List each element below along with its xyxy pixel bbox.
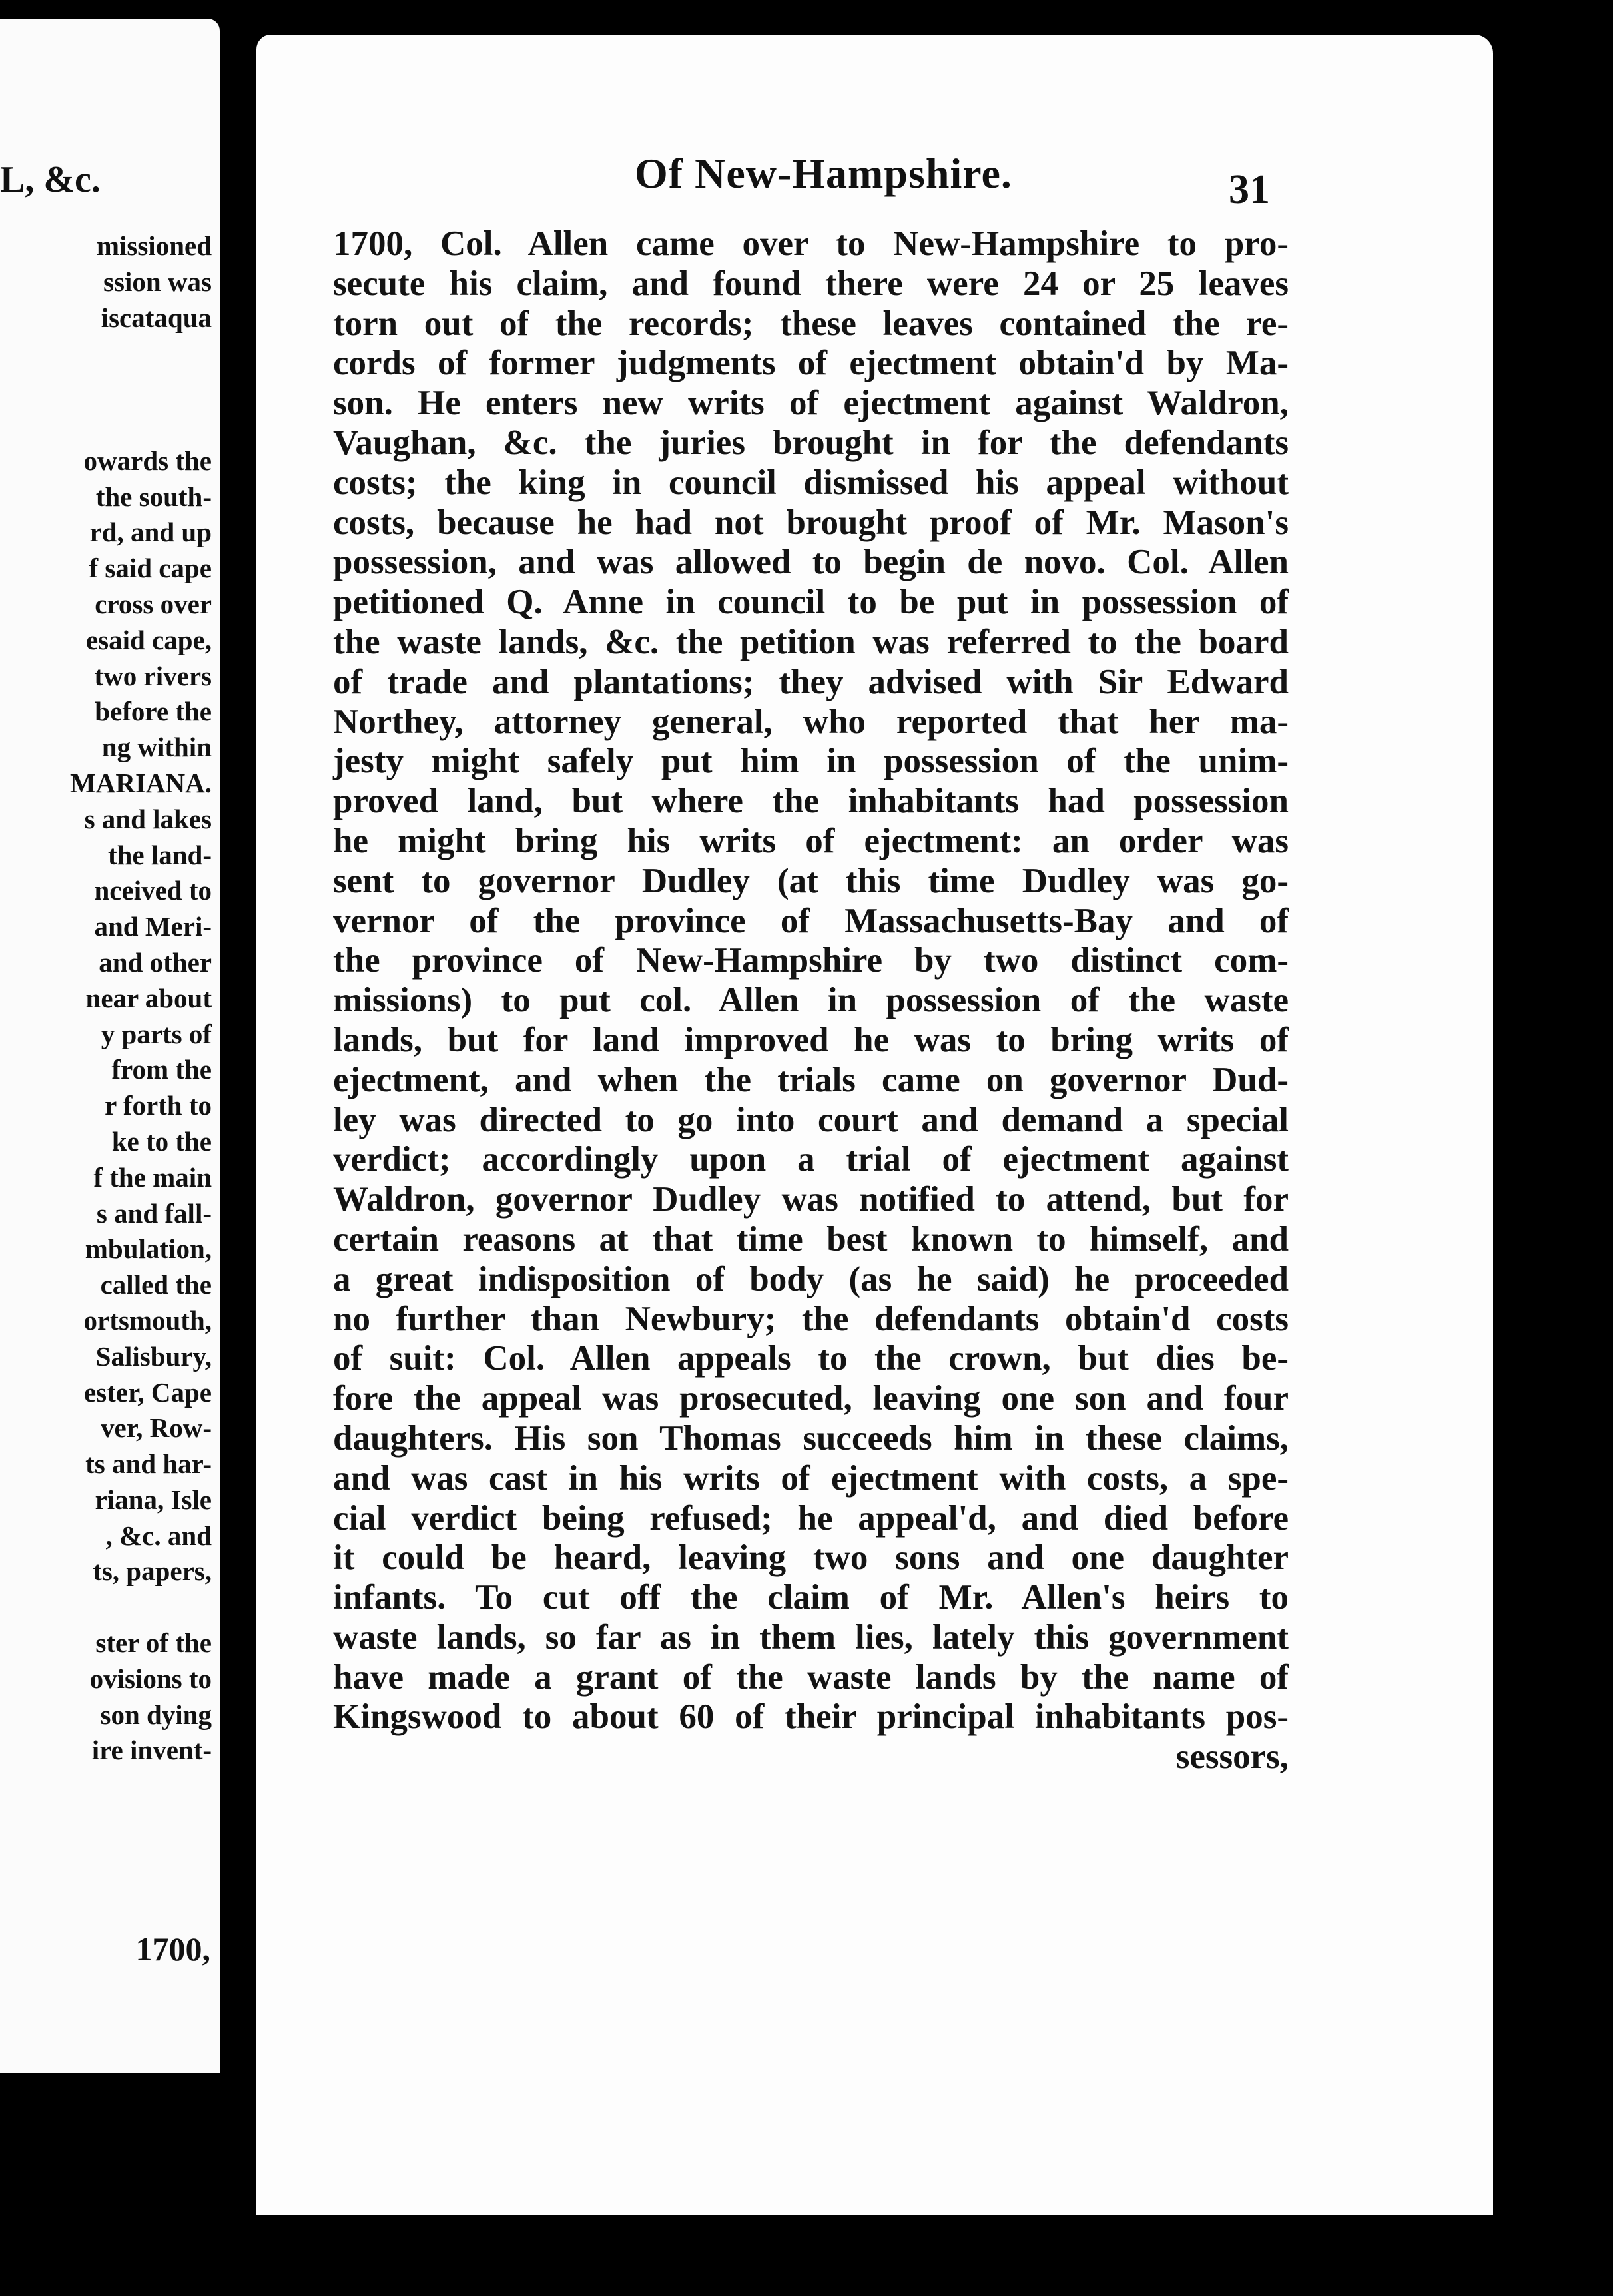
left-text-line bbox=[70, 408, 212, 443]
text-line: ley was directed to go into court and demand a special bbox=[333, 1100, 1289, 1139]
text-line: he might bring his writs of ejectment: an order was bbox=[333, 821, 1289, 860]
left-text-line: near about bbox=[85, 982, 212, 1013]
left-text-line bbox=[70, 1589, 212, 1625]
body-text bbox=[333, 224, 1289, 1777]
text-line: 1700, Col. Allen came over to New-Hampshire to pro- bbox=[333, 224, 1289, 263]
text-line: waste lands, so far as in them lies, lately this government bbox=[333, 1617, 1289, 1657]
left-text-column bbox=[70, 228, 212, 1769]
text-line: torn out of the records; these leaves contained the re- bbox=[333, 304, 1289, 343]
left-text-line: MARIANA. bbox=[70, 767, 212, 798]
text-line: and was cast in his writs of ejectment with costs, a spe- bbox=[333, 1458, 1289, 1498]
left-text-line: and Meri- bbox=[94, 911, 212, 942]
text-line: verdict; accordingly upon a trial of ejectment against bbox=[333, 1140, 1289, 1179]
left-text-line: missioned bbox=[96, 230, 212, 261]
left-text-line: riana, Isle bbox=[95, 1484, 212, 1515]
text-line: Vaughan, &c. the juries brought in for the defendants bbox=[333, 423, 1289, 462]
left-text-line bbox=[70, 336, 212, 372]
left-text-line: ts and har- bbox=[85, 1448, 212, 1480]
left-text-line: s and lakes bbox=[84, 803, 212, 834]
page-number: 31 bbox=[1229, 167, 1270, 212]
text-line: have made a grant of the waste lands by the name of bbox=[333, 1657, 1289, 1697]
text-line: missions) to put col. Allen in possession of the waste bbox=[333, 981, 1289, 1020]
left-text-line: ovisions to bbox=[89, 1663, 212, 1694]
left-text-line: ster of the bbox=[95, 1627, 212, 1659]
text-line: of trade and plantations; they advised with Sir Edward bbox=[333, 662, 1289, 701]
text-line: proved land, but where the inhabitants had possession bbox=[333, 782, 1289, 821]
left-text-line: ire invent- bbox=[91, 1735, 212, 1766]
running-head: Of New-Hampshire. bbox=[635, 150, 1012, 197]
text-line: costs; the king in council dismissed his appeal without bbox=[333, 463, 1289, 502]
left-catchword: 1700, bbox=[135, 1930, 210, 1968]
left-text-line: y parts of bbox=[101, 1018, 212, 1049]
text-line: son. He enters new writs of ejectment against Waldron, bbox=[333, 384, 1289, 423]
text-line: jesty might safely put him in possession of the unim- bbox=[333, 742, 1289, 781]
text-line: of suit: Col. Allen appeals to the crown, but dies be- bbox=[333, 1339, 1289, 1378]
left-text-line: the south- bbox=[95, 481, 212, 512]
text-line: infants. To cut off the claim of Mr. Allen's heirs to bbox=[333, 1578, 1289, 1617]
left-text-line: ng within bbox=[101, 732, 212, 763]
left-text-line: and other bbox=[99, 946, 212, 978]
left-text-line: ester, Cape bbox=[83, 1376, 212, 1408]
left-running-head: L, &c. bbox=[0, 159, 101, 200]
left-text-line: owards the bbox=[83, 445, 212, 476]
left-text-line: mbulation, bbox=[85, 1233, 212, 1265]
left-text-line: cross over bbox=[95, 588, 212, 619]
text-line: sent to governor Dudley (at this time Dudley was go- bbox=[333, 861, 1289, 900]
text-line: the province of New-Hampshire by two distinct com- bbox=[333, 941, 1289, 980]
text-line: costs, because he had not brought proof of Mr. Mason's bbox=[333, 503, 1289, 542]
left-text-line: called the bbox=[100, 1269, 212, 1300]
text-line: lands, but for land improved he was to bring writs of bbox=[333, 1020, 1289, 1059]
text-line: certain reasons at that time best known to himself, and bbox=[333, 1219, 1289, 1259]
left-text-line: before the bbox=[95, 696, 212, 727]
left-text-line: rd, and up bbox=[89, 517, 212, 548]
text-line: it could be heard, leaving two sons and one daughter bbox=[333, 1538, 1289, 1578]
left-text-line: esaid cape, bbox=[85, 624, 212, 655]
left-text-line: ts, papers, bbox=[93, 1556, 212, 1587]
left-text-line: iscataqua bbox=[101, 302, 212, 333]
text-line: Northey, attorney general, who reported that her ma- bbox=[333, 702, 1289, 741]
text-line: secute his claim, and found there were 24 or 25 leaves bbox=[333, 264, 1289, 303]
left-text-line: ver, Row- bbox=[100, 1412, 212, 1444]
text-line: cial verdict being refused; he appeal'd, and died before bbox=[333, 1498, 1289, 1538]
text-line: vernor of the province of Massachusetts-Bay and of bbox=[333, 901, 1289, 940]
text-line: daughters. His son Thomas succeeds him in these claims, bbox=[333, 1418, 1289, 1458]
text-line: Waldron, governor Dudley was notified to attend, but for bbox=[333, 1180, 1289, 1219]
text-line: fore the appeal was prosecuted, leaving one son and four bbox=[333, 1379, 1289, 1418]
text-line: sessors, bbox=[1175, 1737, 1289, 1777]
left-text-line: ke to the bbox=[111, 1125, 212, 1157]
left-text-line: ssion was bbox=[103, 266, 212, 297]
left-text-line: son dying bbox=[100, 1699, 212, 1730]
left-text-line bbox=[70, 372, 212, 408]
left-text-line: nceived to bbox=[94, 875, 212, 906]
text-line: a great indisposition of body (as he said) he proceeded bbox=[333, 1259, 1289, 1298]
text-line: cords of former judgments of ejectment obtain'd by Ma- bbox=[333, 344, 1289, 383]
left-page-fragment bbox=[0, 19, 220, 2073]
left-text-line: Salisbury, bbox=[95, 1340, 212, 1372]
left-text-line: the land- bbox=[107, 839, 212, 870]
text-line: the waste lands, &c. the petition was referred to the board bbox=[333, 622, 1289, 661]
text-line: petitioned Q. Anne in council to be put in possession of bbox=[333, 583, 1289, 622]
left-text-line: s and fall- bbox=[96, 1197, 212, 1229]
left-text-line: f the main bbox=[93, 1161, 212, 1193]
left-text-line: two rivers bbox=[94, 660, 212, 691]
left-text-line: r forth to bbox=[105, 1090, 212, 1121]
text-line: ejectment, and when the trials came on governor Dud- bbox=[333, 1060, 1289, 1099]
left-text-line: ortsmouth, bbox=[83, 1304, 212, 1336]
text-line: Kingswood to about 60 of their principal inhabitants pos- bbox=[333, 1697, 1289, 1737]
left-text-line: , &c. and bbox=[105, 1520, 212, 1551]
main-page bbox=[256, 35, 1493, 2215]
left-text-line: from the bbox=[111, 1054, 212, 1085]
left-text-line: f said cape bbox=[89, 553, 212, 584]
text-line: possession, and was allowed to begin de novo. Col. Allen bbox=[333, 543, 1289, 582]
text-line: no further than Newbury; the defendants obtain'd costs bbox=[333, 1299, 1289, 1338]
